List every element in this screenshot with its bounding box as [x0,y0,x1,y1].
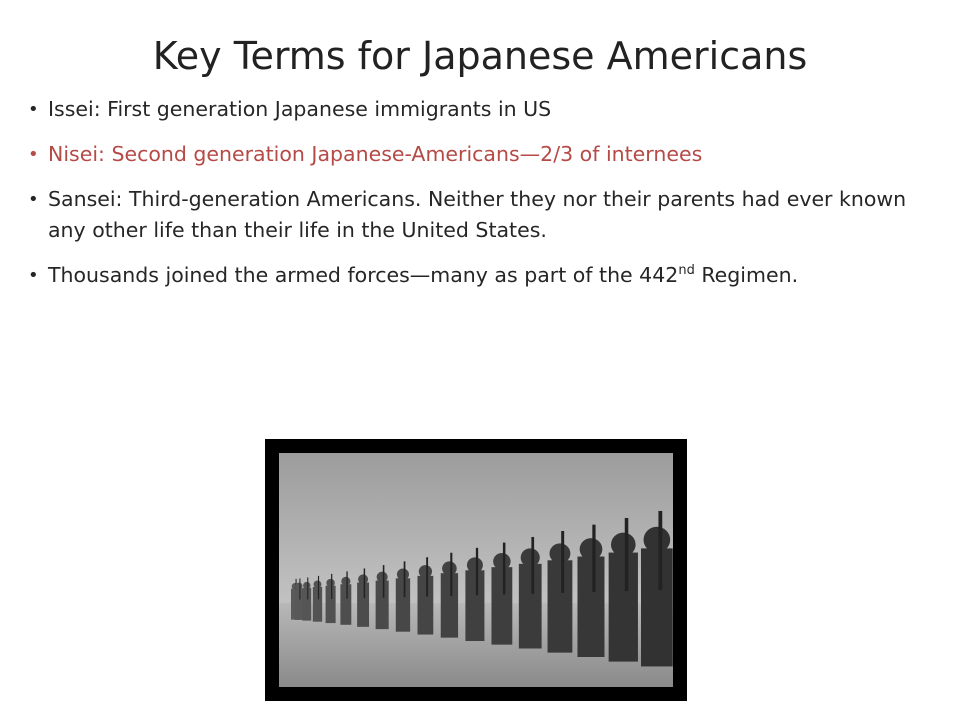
soldiers-photo-image [279,453,673,687]
bullet-text: Issei: First generation Japanese immigrants in US [48,97,552,121]
slide-title: Key Terms for Japanese Americans [152,34,808,78]
soldier-figure [376,565,389,629]
bullet-dot-icon: • [28,99,39,120]
soldier-figure [641,511,673,666]
soldiers-photo [279,453,673,687]
bullet-text-after: Regimen. [694,263,799,287]
soldier-figure [302,577,311,620]
bullet-item-issei [28,94,928,125]
soldier-figure [609,518,638,662]
bullet-item-nisei [28,139,928,170]
bullet-dot-icon: • [28,265,39,286]
soldier-figure [357,568,369,626]
soldier-figure [340,571,351,624]
soldier-figure [326,574,336,623]
bullet-text: Nisei: Second generation Japanese-Americans—2/3 of internees [48,142,703,166]
soldier-figure [418,557,434,634]
bullet-item-sansei [28,184,928,246]
soldier-figure [548,531,573,653]
bullet-text-before: Thousands joined the armed forces—many as part of the 442 [48,263,679,287]
photo-frame [265,439,687,701]
soldier-figure [577,525,604,657]
soldier-figure [491,543,512,645]
bullet-superscript: nd [678,263,695,279]
soldier-figure [441,553,458,638]
soldier-figure [396,561,410,631]
bullet-list [28,94,928,305]
bullet-dot-icon: • [28,189,39,210]
bullet-item-armed-forces [28,260,928,291]
soldier-figure [519,537,542,649]
soldier-figure [313,576,322,622]
soldier-figure [465,548,484,641]
bullet-text: Sansei: Third-generation Americans. Neither they nor their parents had ever known any other life than their life in the United States. [48,187,907,242]
bullet-dot-icon: • [28,144,39,165]
soldier-figure [295,578,303,619]
